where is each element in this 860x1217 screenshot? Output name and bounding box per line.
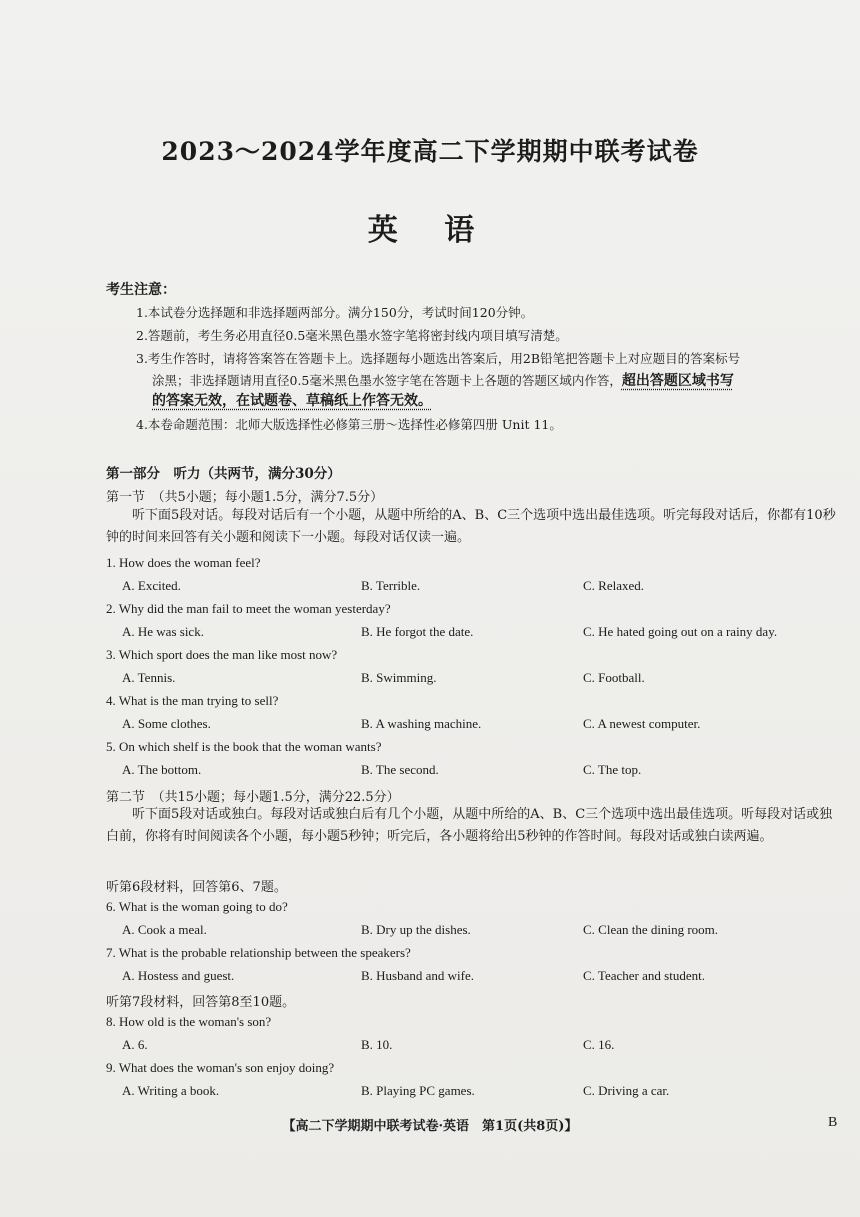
part1-heading: 第一部分 听力（共两节，满分30分） bbox=[106, 466, 341, 482]
notice-item-3-text: 涂黑；非选择题请用直径0.5毫米黑色墨水签字笔在答题卡上各题的答题区域内作答， bbox=[152, 373, 622, 388]
notice-item-2: 2.答题前，考生务必用直径0.5毫米黑色墨水签字笔将密封线内项目填写清楚。 bbox=[136, 328, 568, 343]
q2-option-c: C. He hated going out on a rainy day. bbox=[583, 624, 778, 639]
q4-option-c: C. A newest computer. bbox=[583, 716, 701, 731]
q7-option-c: C. Teacher and student. bbox=[583, 968, 705, 983]
q5-option-b: B. The second. bbox=[361, 762, 439, 777]
q8-option-c: C. 16. bbox=[583, 1037, 615, 1052]
question-6: 6. What is the woman going to do? bbox=[106, 899, 288, 914]
question-4: 4. What is the man trying to sell? bbox=[106, 693, 279, 708]
q5-option-c: C. The top. bbox=[583, 762, 642, 777]
q3-option-c: C. Football. bbox=[583, 670, 645, 685]
section1-heading: 第一节 （共5小题；每小题1.5分，满分7.5分） bbox=[106, 490, 384, 505]
section2-heading: 第二节 （共15小题；每小题1.5分，满分22.5分） bbox=[106, 790, 400, 805]
notice-item-3: 3.考生作答时，请将答案答在答题卡上。选择题每小题选出答案后，用2B铅笔把答题卡上对应题目的答案标号 bbox=[136, 351, 741, 366]
section2-instructions: 听下面5段对话或独白。每段对话或独白后有几个小题，从题中所给的A、B、C三个选项中选出最佳选项。听每段对话或独白前，你将有时间阅读各个小题，每小题5秒钟；听完后，各小题将给出5秒钟的作答时间。每段对话或独白读两遍。 bbox=[106, 807, 833, 844]
notice-emphasis: 超出答题区域书写 bbox=[621, 373, 734, 389]
q6-option-a: A. Cook a meal. bbox=[122, 922, 207, 937]
question-3: 3. Which sport does the man like most now? bbox=[106, 647, 338, 662]
question-1: 1. How does the woman feel? bbox=[106, 555, 261, 570]
notice-item-3-line3: 的答案无效，在试题卷、草稿纸上作答无效。 bbox=[152, 393, 432, 409]
q6-option-c: C. Clean the dining room. bbox=[583, 922, 719, 937]
question-5: 5. On which shelf is the book that the woman wants? bbox=[106, 739, 382, 754]
q6-option-b: B. Dry up the dishes. bbox=[361, 922, 471, 937]
q1-option-a: A. Excited. bbox=[122, 578, 181, 593]
q2-option-b: B. He forgot the date. bbox=[361, 624, 474, 639]
q9-option-a: A. Writing a book. bbox=[122, 1083, 220, 1098]
notice-item-1: 1.本试卷分选择题和非选择题两部分。满分150分，考试时间120分钟。 bbox=[136, 305, 534, 320]
q1-option-b: B. Terrible. bbox=[361, 578, 421, 593]
question-8: 8. How old is the woman's son? bbox=[106, 1014, 272, 1029]
q4-option-b: B. A washing machine. bbox=[361, 716, 482, 731]
version-mark: B bbox=[828, 1115, 838, 1130]
q7-option-b: B. Husband and wife. bbox=[361, 968, 475, 983]
q3-option-b: B. Swimming. bbox=[361, 670, 437, 685]
q9-option-c: C. Driving a car. bbox=[583, 1083, 670, 1098]
q9-option-b: B. Playing PC games. bbox=[361, 1083, 475, 1098]
exam-title: 2023～2024学年度高二下学期期中联考试卷 bbox=[161, 137, 699, 166]
page-footer: 【高二下学期期中联考试卷·英语 第1页(共8页)】 bbox=[282, 1119, 578, 1134]
q7-option-a: A. Hostess and guest. bbox=[122, 968, 235, 983]
material-6-note: 听第6段材料，回答第6、7题。 bbox=[106, 880, 287, 895]
q8-option-a: A. 6. bbox=[122, 1037, 148, 1052]
question-9: 9. What does the woman's son enjoy doing? bbox=[106, 1060, 335, 1075]
q5-option-a: A. The bottom. bbox=[122, 762, 202, 777]
notice-item-4: 4.本卷命题范围：北师大版选择性必修第三册～选择性必修第四册 Unit 11。 bbox=[136, 417, 562, 432]
subject-title: 英 语 bbox=[367, 213, 493, 248]
material-7-note: 听第7段材料，回答第8至10题。 bbox=[106, 995, 296, 1010]
q3-option-a: A. Tennis. bbox=[122, 670, 176, 685]
notice-heading: 考生注意： bbox=[106, 282, 176, 298]
q2-option-a: A. He was sick. bbox=[122, 624, 204, 639]
section1-instructions: 听下面5段对话。每段对话后有一个小题，从题中所给的A、B、C三个选项中选出最佳选项。听完每段对话后，你都有10秒钟的时间来回答有关小题和阅读下一小题。每段对话仅读一遍。 bbox=[106, 508, 836, 545]
question-2: 2. Why did the man fail to meet the woman yesterday? bbox=[106, 601, 391, 616]
q1-option-c: C. Relaxed. bbox=[583, 578, 645, 593]
question-7: 7. What is the probable relationship between the speakers? bbox=[106, 945, 411, 960]
q8-option-b: B. 10. bbox=[361, 1037, 393, 1052]
q4-option-a: A. Some clothes. bbox=[122, 716, 211, 731]
notice-item-3-line2 bbox=[152, 370, 734, 390]
